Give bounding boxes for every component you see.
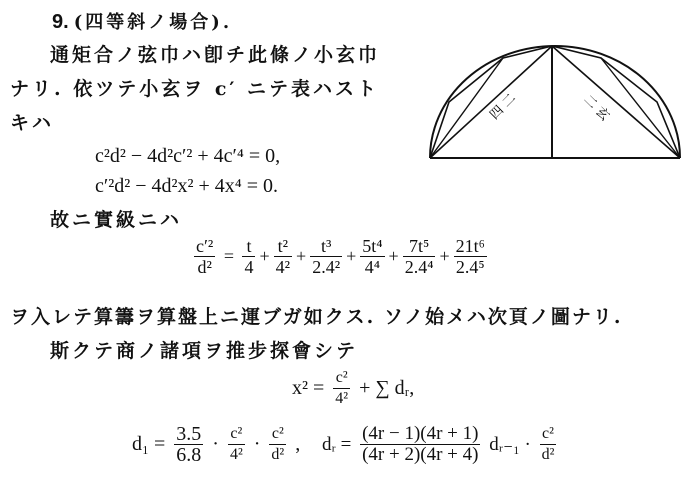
section-number: 9.	[52, 11, 69, 33]
term-denominator: 4⁴	[364, 257, 381, 277]
eq4-dot-2: ·	[253, 433, 261, 455]
term-numerator: t	[242, 236, 255, 257]
plus-sign: +	[388, 246, 399, 266]
eq4-dot-1: ·	[212, 433, 219, 455]
eq3-frac	[333, 368, 350, 409]
eq5-frac	[360, 424, 480, 465]
chord-right-inner	[601, 58, 680, 158]
eq4-n2: c²	[228, 424, 245, 445]
figure-left-label: 四 二	[487, 90, 520, 123]
series-term	[403, 236, 436, 277]
term-numerator: 21t⁶	[455, 236, 485, 256]
series-equation	[192, 236, 489, 277]
eq4-d3: d²	[271, 446, 285, 463]
eq4-frac-2	[228, 424, 245, 465]
paragraph: ヲ入レテ算籌ヲ算盤上ニ運ブガ如クス. ソノ始メハ次頁ノ圖ナリ.	[10, 306, 623, 328]
eq4-n1: 3.5	[176, 423, 202, 445]
eq4-d1: 6.8	[176, 444, 202, 466]
series-terms	[240, 236, 488, 277]
lhs-num: c′²	[196, 236, 214, 256]
eq3-num: c²	[333, 368, 350, 389]
equals-sign: =	[223, 246, 234, 266]
eq4-frac-1	[174, 424, 203, 465]
eq5-n2: c²	[540, 424, 557, 445]
paragraph-2: 斯クテ商ノ諸項ヲ推步探會シテ	[50, 340, 359, 362]
term-numerator: t³	[310, 236, 342, 257]
intro2: 故ニ實級ニハ	[50, 209, 183, 231]
chord-right-diagonal	[552, 46, 680, 158]
eq5-den: (4r + 2)(4r + 4)	[362, 444, 479, 465]
section-title: (四等斜ノ場合).	[73, 12, 233, 33]
term-numerator: 5t⁴	[362, 236, 383, 256]
term-numerator: t²	[274, 236, 292, 257]
plus-sign: +	[259, 246, 270, 266]
section-heading	[52, 8, 232, 34]
term-denominator: 2.4⁵	[455, 257, 485, 277]
chord-polyline	[430, 46, 680, 158]
equation-4	[130, 424, 302, 465]
eq3-rest: + ∑ dᵣ,	[359, 377, 415, 399]
intro-line-2: ナリ. 依ツテ小玄ヲ c′ ニテ表ハスト	[10, 78, 380, 100]
series-term	[310, 236, 342, 277]
eq5-num: (4r − 1)(4r + 1)	[362, 423, 479, 444]
term-denominator: 2.4⁴	[404, 257, 434, 277]
series-lhs	[194, 236, 215, 277]
series-term	[274, 236, 292, 277]
eq4-comma: ,	[295, 433, 301, 455]
plus-sign: +	[346, 246, 357, 266]
term-numerator: 7t⁵	[403, 236, 436, 257]
semicircle-arc	[430, 46, 680, 158]
eq5-lhs: dᵣ =	[322, 433, 352, 455]
term-denominator: 4²	[275, 257, 291, 277]
equation-5	[320, 424, 558, 465]
eq5-mid: dᵣ₋₁ ·	[489, 434, 531, 455]
series-term	[454, 236, 487, 277]
eq5-frac-2	[540, 424, 557, 465]
lhs-den: d²	[197, 257, 212, 277]
intro-line-3: キハ	[10, 112, 55, 134]
series-term	[360, 236, 384, 277]
eq4-lhs: d₁ =	[132, 433, 166, 455]
eq3-lhs: x² =	[292, 377, 325, 399]
eq4-n3: c²	[269, 424, 286, 445]
series-term	[242, 236, 255, 277]
eq4-frac-3	[269, 424, 286, 465]
eq3-den: 4²	[335, 390, 349, 407]
plus-sign: +	[439, 246, 450, 266]
term-denominator: 2.4²	[312, 257, 341, 277]
intro-line-1: 通矩合ノ弦巾ハ卽チ此條ノ小玄巾	[50, 44, 381, 66]
figure-right-label: 二 玄	[580, 92, 613, 125]
equation-1: c²d² − 4d²c′² + 4c′⁴ = 0,	[95, 145, 281, 167]
plus-sign: +	[296, 246, 307, 266]
term-denominator: 4	[244, 257, 254, 277]
eq4-d2: 4²	[229, 446, 243, 463]
equation-2: c′²d² − 4d²x² + 4x⁴ = 0.	[95, 175, 279, 197]
eq5-d2: d²	[541, 446, 555, 463]
equation-3	[290, 368, 416, 409]
semicircle-figure	[425, 38, 685, 163]
